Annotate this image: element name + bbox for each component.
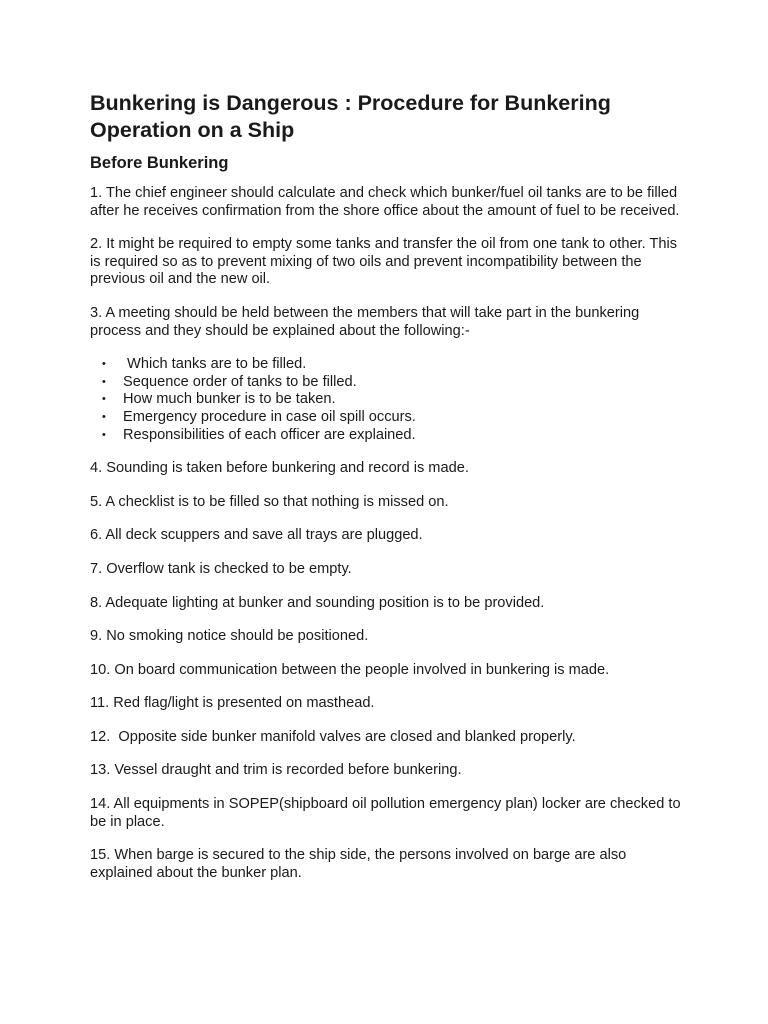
step-paragraph: 3. A meeting should be held between the members that will take part in the bunkering process and they should be explained about the following:- [90,304,640,339]
section-heading: Before Bunkering [90,154,229,172]
list-item [90,356,690,374]
bullet-icon: • [102,375,106,388]
step-paragraph: 14. All equipments in SOPEP(shipboard oil pollution emergency plan) locker are checked to be in place. [90,796,681,830]
list-item [90,374,690,392]
step-paragraph: 8. Adequate lighting at bunker and sounding position is to be provided. [90,594,545,611]
list-item [90,427,690,445]
step-paragraph: 6. All deck scuppers and save all trays are plugged. [90,527,423,544]
step-paragraph: 1. The chief engineer should calculate and check which bunker/fuel oil tanks are to be filled after he receives confirmation from the shore office about the amount of fuel to be received. [90,185,680,219]
step-paragraph: 7. Overflow tank is checked to be empty. [90,560,352,577]
list-item [90,409,690,427]
list-item-text: Sequence order of tanks to be filled. [123,373,357,390]
step-paragraph: 5. A checklist is to be filled so that nothing is missed on. [90,493,449,510]
bullet-icon: • [102,358,106,371]
bullet-icon: • [102,410,106,423]
step-paragraph: 11. Red flag/light is presented on masthead. [90,695,375,712]
list-item-text: How much bunker is to be taken. [123,391,336,408]
document-title: Bunkering is Dangerous : Procedure for Bunkering Operation on a Ship [90,91,611,142]
step-paragraph: 15. When barge is secured to the ship side, the persons involved on barge are also explained about the bunker plan. [90,847,627,881]
meeting-topics-list [90,356,690,444]
step-paragraph: 10. On board communication between the people involved in bunkering is made. [90,661,610,678]
list-item-text: Emergency procedure in case oil spill occurs. [123,408,416,425]
document-page [90,90,690,898]
list-item-text: Responsibilities of each officer are explained. [123,426,416,443]
step-paragraph: 4. Sounding is taken before bunkering and record is made. [90,460,469,477]
step-paragraph: 2. It might be required to empty some tanks and transfer the oil from one tank to other. This is required so as to prevent mixing of two oils and prevent incompatibility between the previous oil and the new oil. [90,236,678,288]
bullet-icon: • [102,393,106,406]
step-paragraph: 13. Vessel draught and trim is recorded before bunkering. [90,762,462,779]
list-item-text: Which tanks are to be filled. [123,356,307,373]
list-item [90,391,690,409]
step-paragraph: 9. No smoking notice should be positioned. [90,628,369,645]
bullet-icon: • [102,428,106,441]
step-paragraph: 12. Opposite side bunker manifold valves are closed and blanked properly. [90,728,576,745]
